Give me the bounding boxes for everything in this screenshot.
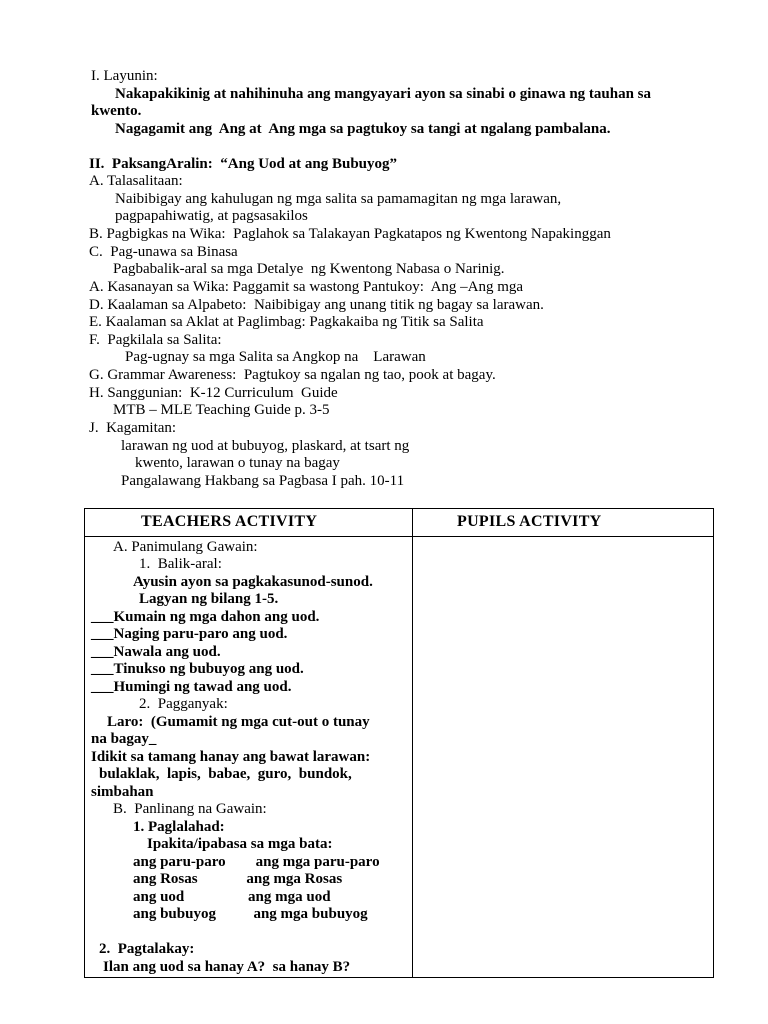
pag-unawa-label: C. Pag-unawa sa Binasa <box>89 244 238 260</box>
table-row: Laro: (Gumamit ng mga cut-out o tunay <box>107 714 370 730</box>
talasalitaan-label: A. Talasalitaan: <box>89 173 183 189</box>
pagbigkas-line: B. Pagbigkas na Wika: Paglahok sa Talakayan Pagkatapos ng Kwentong Napakinggan <box>89 226 611 242</box>
objective-line-1b: kwento. <box>91 103 142 119</box>
table-row: 1. Balik-aral: <box>139 556 222 572</box>
table-row: ang uod ang mga uod <box>133 889 331 905</box>
table-row: ___Humingi ng tawad ang uod. <box>91 679 292 695</box>
table-row: ___Tinukso ng bubuyog ang uod. <box>91 661 304 677</box>
aklat-line: E. Kaalaman sa Aklat at Paglimbag: Pagkakaiba ng Titik sa Salita <box>89 314 484 330</box>
table-row: ang paru-paro ang mga paru-paro <box>133 854 380 870</box>
pupils-activity-cell <box>413 537 713 977</box>
kagamitan-text-3: Pangalawang Hakbang sa Pagbasa I pah. 10-11 <box>121 473 405 489</box>
kagamitan-text-2: kwento, larawan o tunay na bagay <box>135 455 340 471</box>
table-row: ___Nawala ang uod. <box>91 644 221 660</box>
table-row: 1. Paglalahad: <box>133 819 225 835</box>
table-row: B. Panlinang na Gawain: <box>113 801 267 817</box>
table-row: simbahan <box>91 784 154 800</box>
table-row: ang Rosas ang mga Rosas <box>133 871 343 887</box>
objective-line-1: Nakapakikinig at nahihinuha ang mangyayari ayon sa sinabi o ginawa ng tauhan sa <box>115 86 652 102</box>
table-row: na bagay_ <box>91 731 157 747</box>
table-row: ___Naging paru-paro ang uod. <box>91 626 288 642</box>
sanggunian-line-2: MTB – MLE Teaching Guide p. 3-5 <box>113 402 330 418</box>
table-row: Ipakita/ipabasa sa mga bata: <box>147 836 333 852</box>
pupils-activity-header: PUPILS ACTIVITY <box>457 513 602 530</box>
objective-line-2: Nagagamit ang Ang at Ang mga sa pagtukoy sa tangi at ngalang pambalana. <box>115 121 611 137</box>
kasanayan-line: A. Kasanayan sa Wika: Paggamit sa wastong Pantukoy: Ang –Ang mga <box>89 279 524 295</box>
table-row: 2. Pagtalakay: <box>99 941 195 957</box>
pagkilala-label: F. Pagkilala sa Salita: <box>89 332 222 348</box>
sanggunian-line: H. Sanggunian: K-12 Curriculum Guide <box>89 385 338 401</box>
pag-unawa-text: Pagbabalik-aral sa mga Detalye ng Kwentong Nabasa o Narinig. <box>113 261 505 277</box>
table-row: bulaklak, lapis, babae, guro, bundok, <box>99 766 352 782</box>
table-row: Ilan ang uod sa hanay A? sa hanay B? <box>103 959 351 975</box>
table-row: A. Panimulang Gawain: <box>113 539 258 555</box>
alpabeto-line: D. Kaalaman sa Alpabeto: Naibibigay ang unang titik ng bagay sa larawan. <box>89 297 544 313</box>
story-title: “Ang Uod at ang Bubuyog” <box>220 156 397 172</box>
subject-heading <box>89 156 397 173</box>
pagkilala-text: Pag-ugnay sa mga Salita sa Angkop na Larawan <box>125 349 426 365</box>
table-row: Ayusin ayon sa pagkakasunod-sunod. <box>133 574 373 590</box>
grammar-line: G. Grammar Awareness: Pagtukoy sa ngalan ng tao, pook at bagay. <box>89 367 496 383</box>
kagamitan-text-1: larawan ng uod at bubuyog, plaskard, at tsart ng <box>121 438 410 454</box>
objectives-heading: I. Layunin: <box>91 68 158 84</box>
kagamitan-label: J. Kagamitan: <box>89 420 177 436</box>
talasalitaan-text-1: Naibibigay ang kahulugan ng mga salita sa pamamagitan ng mga larawan, <box>115 191 562 207</box>
table-row: ang bubuyog ang mga bubuyog <box>133 906 368 922</box>
table-row: Idikit sa tamang hanay ang bawat larawan: <box>91 749 371 765</box>
table-row: Lagyan ng bilang 1-5. <box>139 591 279 607</box>
activity-table <box>84 508 714 978</box>
talasalitaan-text-2: pagpapahiwatig, at pagsasakilos <box>115 208 308 224</box>
teachers-activity-header: TEACHERS ACTIVITY <box>141 513 318 530</box>
table-row: ___Kumain ng mga dahon ang uod. <box>91 609 320 625</box>
table-row: 2. Pagganyak: <box>139 696 228 712</box>
subject-heading-label: II. PaksangAralin: <box>89 156 213 172</box>
